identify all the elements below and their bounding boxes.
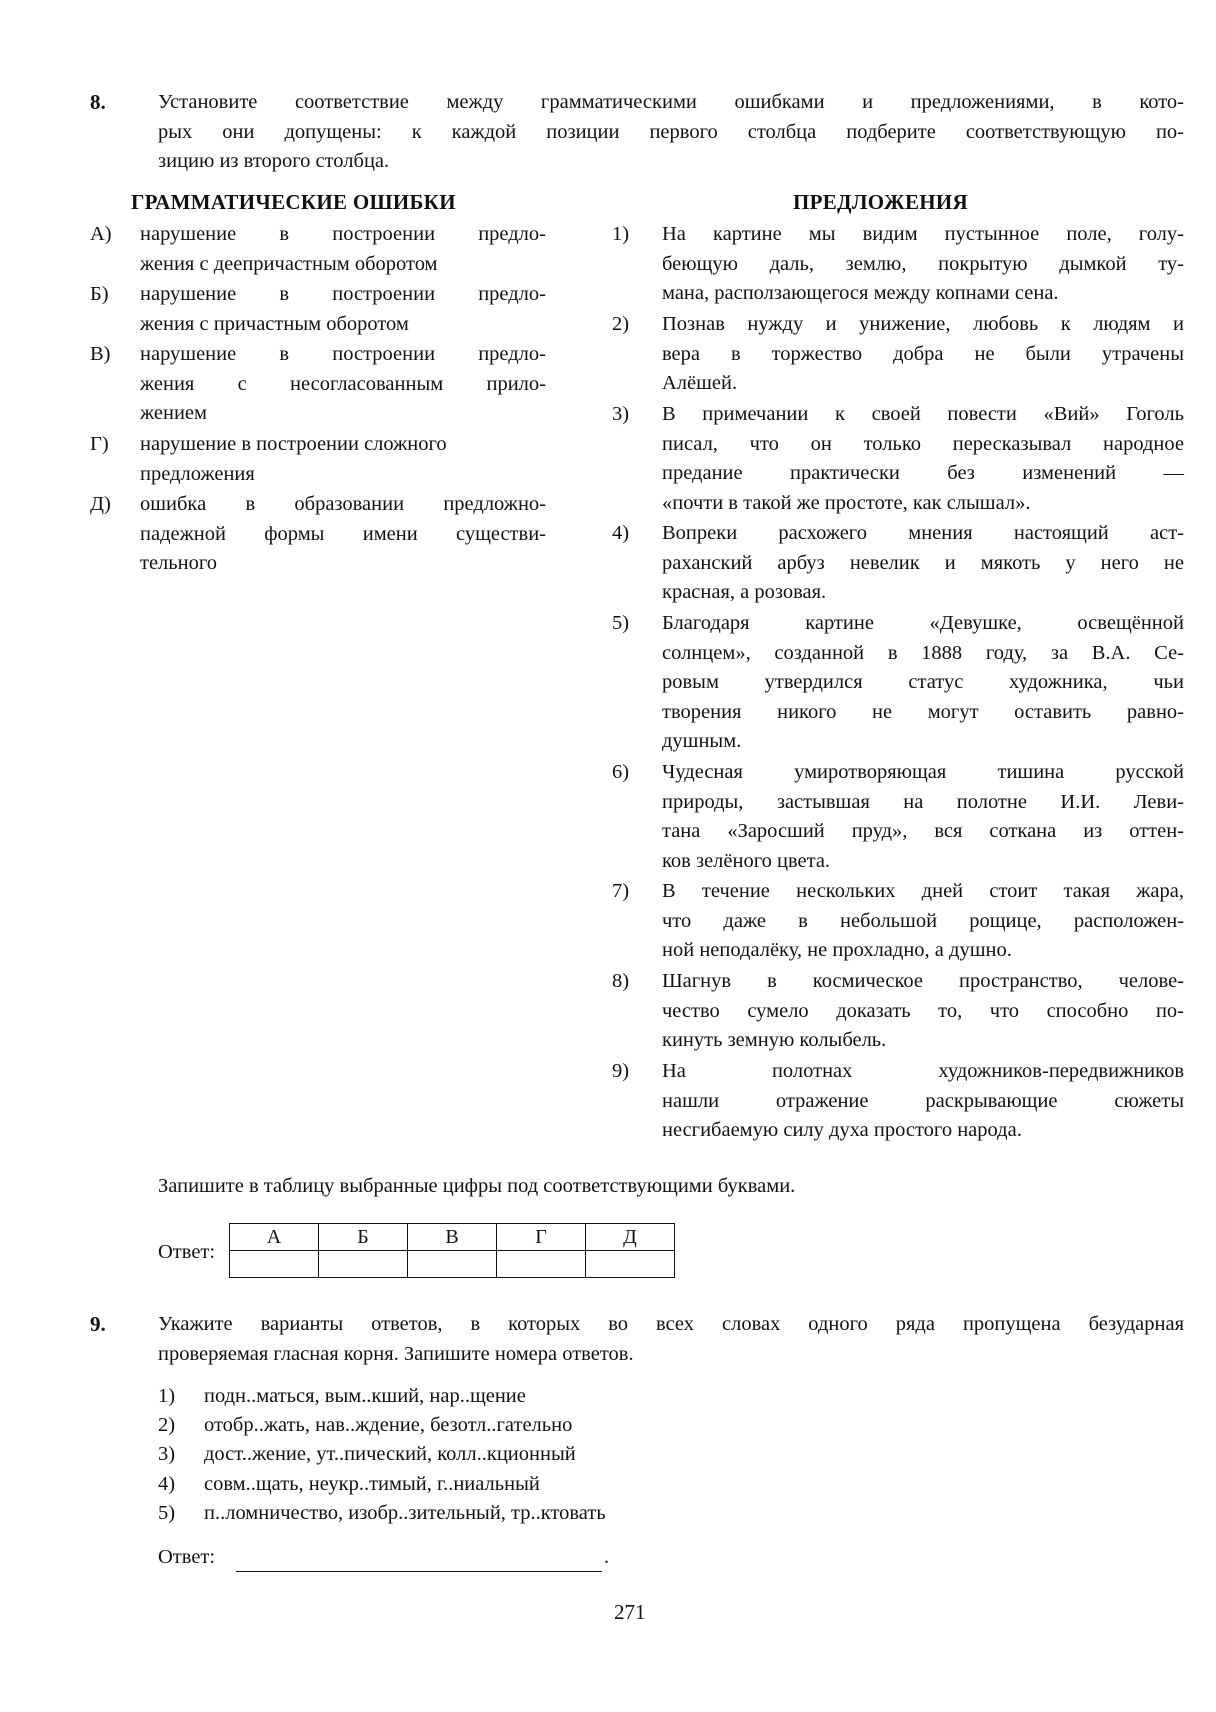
errors-column-header: ГРАММАТИЧЕСКИЕ ОШИБКИ [131, 190, 456, 214]
task-9-option-1 [158, 1382, 526, 1412]
sentence-number: 6) [612, 761, 630, 783]
error-line: падежной формы имени существи- [140, 522, 546, 545]
answer-cell-g[interactable] [497, 1251, 586, 1278]
task-8-line: рых они допущены: к каждой позиции первого столбца подберите соответствующую по- [158, 120, 1184, 143]
error-letter: Б) [90, 283, 109, 305]
answer-table-letter: Б [319, 1224, 408, 1251]
sentence-line: душным. [662, 730, 742, 752]
sentence-item-6 [612, 758, 1184, 876]
sentence-line: Шагнув в космическое пространство, челове- [662, 970, 1184, 992]
error-letter: В) [90, 343, 111, 365]
option-number: 4) [158, 1473, 176, 1495]
table-instruction: Запишите в таблицу выбранные цифры под соответствующими буквами. [158, 1175, 796, 1197]
sentence-line: беющую даль, землю, покрытую дымкой ту- [662, 252, 1184, 275]
option-text: отобр..жать, нав..ждение, безотл..гательно [204, 1414, 573, 1436]
answer-cell-v[interactable] [408, 1251, 497, 1278]
sentence-line: Благодаря картине «Девушке, освещённой [662, 612, 1184, 634]
sentence-item-3 [612, 400, 1184, 518]
error-line: жения с причастным оборотом [140, 312, 409, 335]
sentence-line: раханский арбуз невелик и мякоть у него не [662, 551, 1184, 574]
error-line: жением [140, 402, 208, 424]
sentence-line: творения никого не могут оставить равно- [662, 700, 1184, 723]
task-9-option-5 [158, 1499, 606, 1529]
option-text: п..ломничество, изобр..зительный, тр..ктовать [204, 1502, 606, 1524]
task-9-line: проверяемая гласная корня. Запишите номера ответов. [158, 1342, 634, 1365]
error-item-g [90, 430, 546, 489]
sentence-number: 7) [612, 880, 630, 902]
task-8-number: 8. [90, 90, 106, 114]
error-item-a [90, 220, 546, 279]
option-number: 3) [158, 1443, 176, 1465]
error-line: предложения [140, 462, 255, 485]
error-letter: Г) [90, 433, 109, 455]
answer-table-letter: А [230, 1224, 319, 1251]
task-9-option-4 [158, 1470, 540, 1500]
sentence-line: В примечании к своей повести «Вий» Гоголь [662, 403, 1184, 425]
sentence-line: ков зелёного цвета. [662, 849, 831, 872]
answer-cell-d[interactable] [586, 1251, 675, 1278]
sentence-number: 1) [612, 223, 630, 245]
error-letter: Д) [90, 493, 111, 515]
sentence-line: На картине мы видим пустынное поле, голу- [662, 223, 1184, 245]
sentence-item-9 [612, 1057, 1184, 1146]
sentence-line: «почти в такой же простоте, как слышал». [662, 491, 1031, 514]
task-9-option-2 [158, 1411, 572, 1441]
sentence-line: природы, застывшая на полотне И.И. Леви- [662, 790, 1184, 813]
sentence-number: 5) [612, 612, 630, 634]
sentence-item-4 [612, 519, 1184, 608]
sentences-column-header: ПРЕДЛОЖЕНИЯ [793, 190, 968, 214]
option-number: 2) [158, 1414, 176, 1436]
sentence-number: 4) [612, 522, 630, 544]
error-letter: А) [90, 223, 112, 245]
sentence-line: чество сумело доказать то, что способно по- [662, 999, 1184, 1022]
error-line: тельного [140, 552, 218, 574]
error-line: ошибка в образовании предложно- [140, 493, 546, 515]
sentence-number: 2) [612, 313, 630, 335]
task-9-number: 9. [90, 1312, 106, 1336]
sentence-line: нашли отражение раскрывающие сюжеты [662, 1089, 1184, 1112]
sentence-line: кинуть земную колыбель. [662, 1029, 887, 1051]
sentence-line: На полотнах художников-передвижников [662, 1060, 1184, 1082]
task-8-answer-label: Ответ: [158, 1241, 216, 1263]
sentence-line: Алёшей. [662, 372, 738, 394]
sentence-line: несгибаемую силу духа простого народа. [662, 1119, 1022, 1141]
sentence-line: ровым утвердился статус художника, чьи [662, 671, 1184, 693]
sentence-number: 3) [612, 403, 630, 425]
error-item-b [90, 280, 546, 339]
sentence-number: 9) [612, 1060, 630, 1082]
answer-table-header-row [230, 1224, 675, 1251]
sentence-line: тана «Заросший пруд», вся соткана из оттен- [662, 820, 1184, 842]
sentence-item-2 [612, 310, 1184, 399]
answer-table [229, 1223, 675, 1278]
error-item-d [90, 490, 546, 579]
page-number: 271 [614, 1600, 646, 1624]
option-text: совм..щать, неукр..тимый, г..ниальный [204, 1473, 540, 1495]
sentence-line: что даже в небольшой рощице, расположен- [662, 909, 1184, 932]
option-text: дост..жение, ут..пический, колл..кционный [204, 1443, 576, 1465]
sentence-item-1 [612, 220, 1184, 309]
sentence-line: красная, а розовая. [662, 581, 827, 603]
task-8-line: зицию из второго столбца. [158, 150, 390, 172]
sentence-line: вера в торжество добра не были утрачены [662, 342, 1184, 365]
error-line: жения с деепричастным оборотом [140, 252, 438, 275]
sentence-line: ной неподалёку, не прохладно, а душно. [662, 939, 1012, 961]
sentence-item-7 [612, 877, 1184, 966]
error-line: нарушение в построении предло- [140, 283, 546, 305]
answer-table-letter: Д [586, 1224, 675, 1251]
answer-table-input-row [230, 1251, 675, 1278]
sentence-line: В течение нескольких дней стоит такая жара, [662, 880, 1184, 902]
task-8-instructions [158, 88, 1184, 177]
answer-table-letter: В [408, 1224, 497, 1251]
option-number: 5) [158, 1502, 176, 1524]
sentence-line: Вопреки расхожего мнения настоящий аст- [662, 522, 1184, 544]
sentence-line: мана, расползающегося между копнами сена. [662, 282, 1059, 304]
task-9-answer-field[interactable] [236, 1543, 602, 1572]
option-number: 1) [158, 1385, 176, 1407]
answer-table-letter: Г [497, 1224, 586, 1251]
error-line: нарушение в построении сложного [140, 433, 447, 455]
sentence-line: писал, что он только пересказывал народное [662, 432, 1184, 455]
task-9-line: Укажите варианты ответов, в которых во всех словах одного ряда пропущена безударная [158, 1313, 1184, 1335]
error-line: жения с несогласованным прило- [140, 372, 546, 395]
error-line: нарушение в построении предло- [140, 343, 546, 365]
error-item-v [90, 340, 546, 429]
answer-cell-a[interactable] [230, 1251, 319, 1278]
task-9-instructions [158, 1310, 1184, 1369]
answer-cell-b[interactable] [319, 1251, 408, 1278]
error-line: нарушение в построении предло- [140, 223, 546, 245]
task-9-answer-end: . [604, 1546, 610, 1568]
sentence-line: Познав нужду и унижение, любовь к людям и [662, 313, 1184, 335]
option-text: подн..маться, вым..кший, нар..щение [204, 1385, 526, 1407]
sentence-item-8 [612, 967, 1184, 1056]
sentence-line: предание практически без изменений — [662, 462, 1184, 484]
task-9-answer-label: Ответ: [158, 1546, 216, 1568]
task-8-line: Установите соответствие между грамматическими ошибками и предложениями, в кото- [158, 91, 1184, 113]
task-9-option-3 [158, 1440, 576, 1470]
sentence-line: солнцем», созданной в 1888 году, за В.А. Се- [662, 641, 1184, 664]
sentence-line: Чудесная умиротворяющая тишина русской [662, 761, 1184, 783]
sentence-item-5 [612, 609, 1184, 757]
sentence-number: 8) [612, 970, 630, 992]
